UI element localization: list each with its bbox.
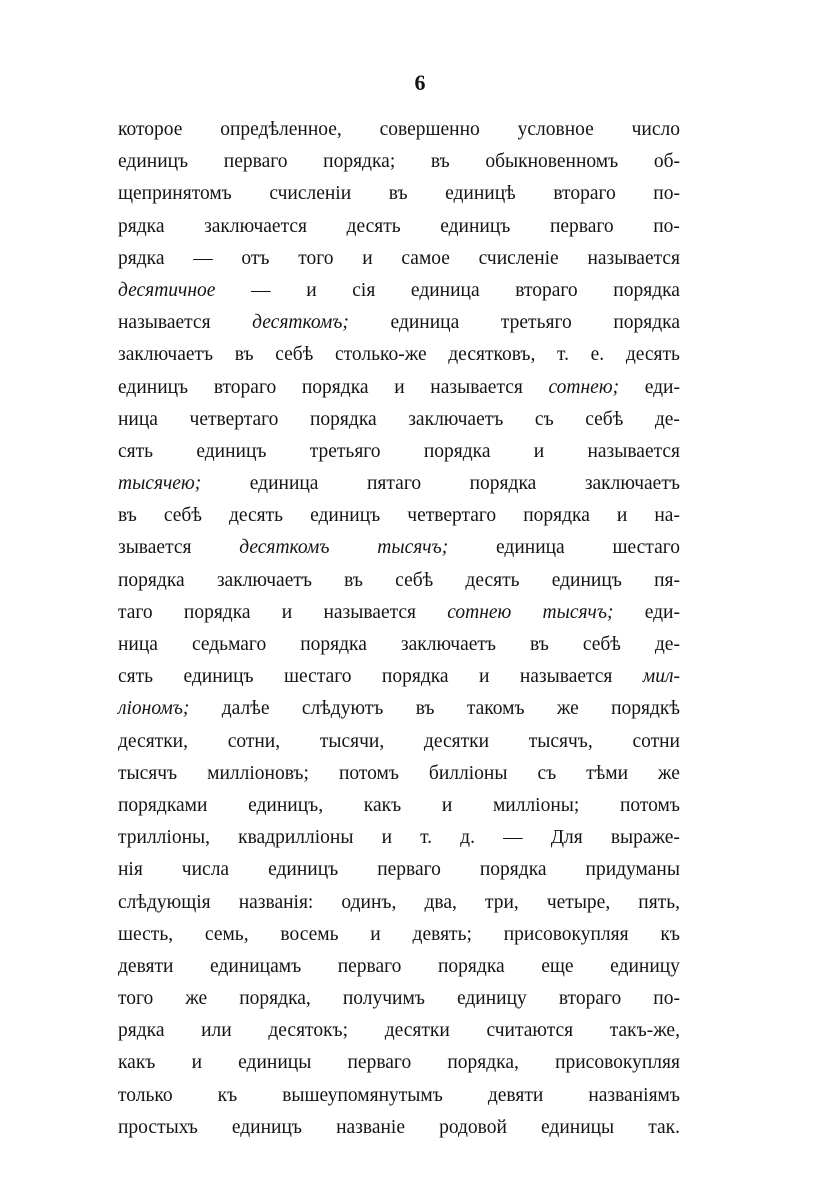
word: называется — [118, 312, 211, 334]
word: такомъ — [466, 698, 525, 720]
word: себѣ — [582, 634, 621, 655]
word: которое — [118, 119, 183, 140]
word: въ — [388, 183, 408, 205]
word: десять — [625, 344, 680, 366]
word: по- — [653, 988, 680, 1010]
word: слѣдующія — [118, 891, 211, 913]
text-line — [118, 372, 680, 404]
word: заключаетъ — [584, 473, 680, 495]
word: нія — [118, 859, 143, 881]
word: себѣ — [395, 569, 434, 591]
italic-word: десяткомъ — [239, 537, 330, 559]
word: себѣ — [585, 408, 624, 430]
word: д. — [460, 827, 475, 849]
italic-word: тысячъ; — [542, 601, 614, 623]
word: пять, — [638, 891, 680, 913]
word: зывается — [118, 537, 192, 559]
word: считаются — [486, 1020, 574, 1042]
text-line — [118, 919, 680, 951]
word: четыре, — [546, 891, 611, 913]
word: въ — [344, 569, 363, 591]
word: столько-же — [334, 344, 427, 366]
word: и — [191, 1052, 202, 1074]
word: втораго — [213, 376, 277, 398]
word: далѣе — [221, 698, 270, 720]
word: восемь — [280, 923, 339, 945]
text-line — [118, 243, 680, 275]
italic-word: сотнею — [447, 601, 512, 623]
word: придуманы — [585, 859, 680, 881]
word: или — [201, 1020, 232, 1042]
word: въ — [530, 634, 549, 655]
word: т. — [420, 827, 433, 849]
text-line — [118, 468, 680, 500]
word: десятки, — [118, 730, 188, 752]
word: трилліоны, — [118, 827, 210, 849]
word: милліоны; — [492, 794, 580, 816]
word: число — [631, 119, 680, 140]
word: тѣми — [586, 762, 629, 784]
word: присовокупляя — [555, 1052, 680, 1074]
word: счисленіи — [269, 183, 352, 205]
word: порядка — [438, 955, 505, 977]
word: Для — [550, 827, 583, 849]
word: въ — [234, 344, 254, 366]
word: четвертаго — [189, 408, 279, 430]
word: потомъ — [338, 762, 399, 784]
word: единицы — [541, 1116, 615, 1138]
word: числа — [181, 859, 230, 881]
word: единица — [390, 312, 460, 334]
word: присовокупляя — [503, 923, 629, 945]
word: — — [503, 827, 523, 849]
text-line — [118, 854, 680, 886]
word: по- — [653, 183, 680, 205]
italic-word: мил- — [642, 666, 680, 688]
word: порядка — [469, 473, 537, 495]
text-line — [118, 436, 680, 468]
word: сять — [118, 440, 154, 462]
word: родовой — [439, 1116, 507, 1138]
word: себѣ — [163, 505, 202, 527]
word: единица — [410, 279, 480, 301]
word: втораго — [553, 183, 616, 205]
text-line — [118, 500, 680, 532]
word: въ — [430, 151, 450, 173]
word: — — [251, 279, 271, 301]
text-line — [118, 275, 680, 307]
word: шесть, — [118, 923, 174, 945]
text-line — [118, 339, 680, 371]
word: и — [533, 440, 545, 462]
word: только — [118, 1084, 173, 1106]
word: же — [185, 988, 208, 1010]
word: шестаго — [612, 537, 680, 559]
word: порядка — [310, 408, 377, 430]
italic-word: тысячею; — [118, 473, 202, 495]
text-line — [118, 404, 680, 436]
italic-word: сотнею; — [548, 376, 620, 398]
word: семь, — [204, 923, 249, 945]
word: къ — [660, 923, 680, 945]
word: единицъ — [118, 376, 189, 398]
word: перваго — [337, 955, 402, 977]
word: пятаго — [367, 473, 422, 495]
word: десять — [465, 569, 520, 591]
word: перваго — [223, 151, 288, 173]
word: и — [394, 376, 405, 398]
text-line — [118, 1015, 680, 1047]
word: порядка — [613, 312, 680, 334]
word: перваго — [549, 215, 614, 237]
word: того — [298, 247, 334, 269]
word: об- — [653, 151, 680, 173]
word: еди- — [644, 376, 680, 398]
word: того — [118, 988, 154, 1010]
word: и — [306, 279, 317, 301]
word: вышеупомянутымъ — [282, 1084, 443, 1106]
word: билліоны — [428, 762, 508, 784]
word: въ — [118, 505, 137, 527]
word: названіямъ — [588, 1084, 680, 1106]
word: порядка — [300, 634, 367, 655]
text-line — [118, 887, 680, 919]
word: щепринятомъ — [118, 183, 232, 205]
word: единицъ — [310, 505, 381, 527]
word: называется — [587, 247, 680, 269]
word: къ — [217, 1084, 238, 1106]
word: съ — [537, 762, 557, 784]
word: единицѣ — [445, 183, 516, 205]
word: тысячъ — [118, 762, 178, 784]
text-line — [118, 661, 680, 693]
text-line — [118, 532, 680, 564]
word: ница — [118, 634, 158, 655]
word: два, — [424, 891, 457, 913]
word: совершенно — [379, 119, 480, 140]
word: рядка — [118, 1020, 165, 1042]
word: единицъ — [268, 859, 339, 881]
word: единицъ — [183, 666, 254, 688]
word: же — [556, 698, 579, 720]
word: единицъ — [196, 440, 267, 462]
word: же — [658, 762, 680, 784]
text-line — [118, 758, 680, 790]
text-line — [118, 597, 680, 629]
word: де- — [654, 634, 680, 655]
word: потомъ — [619, 794, 680, 816]
word: и — [479, 666, 490, 688]
word: сять — [118, 666, 154, 688]
word: милліоновъ; — [207, 762, 309, 784]
italic-word: тысячъ; — [377, 537, 449, 559]
word: седьмаго — [191, 634, 267, 655]
word: втораго — [515, 279, 578, 301]
word: десятки — [384, 1020, 450, 1042]
word: десять — [228, 505, 284, 527]
word: порядка — [301, 376, 369, 398]
text-line — [118, 146, 680, 178]
word: рядка — [118, 215, 165, 237]
word: втораго — [558, 988, 622, 1010]
italic-word: ліономъ; — [118, 698, 190, 720]
word: десятковъ, — [448, 344, 536, 366]
word: единица — [496, 537, 565, 559]
word: сотни, — [227, 730, 281, 752]
word: единица — [249, 473, 319, 495]
text-line — [118, 307, 680, 339]
word: шестаго — [284, 666, 352, 688]
word: и — [616, 505, 628, 527]
word: какъ — [363, 794, 402, 816]
word: простыхъ — [118, 1116, 198, 1138]
word: какъ — [118, 1052, 156, 1074]
word: и — [370, 923, 381, 945]
word: таго — [118, 601, 153, 623]
word: десятки — [423, 730, 490, 752]
word: ница — [118, 408, 158, 430]
word: единицу — [610, 955, 680, 977]
word: получимъ — [342, 988, 425, 1010]
word: единицъ, — [248, 794, 324, 816]
word: порядками — [118, 794, 208, 816]
text-line — [118, 693, 680, 725]
word: порядка — [183, 601, 251, 623]
word: порядка — [613, 279, 680, 301]
word: на- — [654, 505, 680, 527]
word: условное — [517, 119, 594, 140]
word: самое — [401, 247, 450, 269]
word: четвертаго — [407, 505, 497, 527]
text-line — [118, 565, 680, 597]
word: названія: — [238, 891, 314, 913]
word: сія — [352, 279, 376, 301]
word: порядка — [479, 859, 547, 881]
word: обыкновенномъ — [485, 151, 619, 173]
word: себѣ — [275, 344, 314, 366]
word: съ — [534, 408, 554, 430]
word: заключаетъ — [400, 634, 496, 655]
word: счисленіе — [478, 247, 559, 269]
word: выраже- — [610, 827, 680, 849]
word: сотни — [632, 730, 680, 752]
word: девять; — [412, 923, 472, 945]
text-line — [118, 822, 680, 854]
text-line — [118, 983, 680, 1015]
page-number: 6 — [414, 70, 426, 95]
text-line — [118, 211, 680, 243]
word: отъ — [241, 247, 270, 269]
word: называется — [323, 601, 416, 623]
text-line — [118, 726, 680, 758]
word: и — [381, 827, 393, 849]
word: называется — [587, 440, 680, 462]
word: порядка — [381, 666, 449, 688]
text-line — [118, 114, 680, 146]
word: третьяго — [500, 312, 572, 334]
word: пя- — [654, 569, 680, 591]
text-line — [118, 629, 680, 661]
word: три, — [484, 891, 519, 913]
word: еди- — [644, 601, 680, 623]
word: одинъ, — [341, 891, 397, 913]
word: заключается — [204, 215, 307, 237]
word: де- — [654, 408, 680, 430]
word: т. — [557, 344, 569, 366]
word: порядка — [118, 569, 185, 591]
word: такъ-же, — [609, 1020, 680, 1042]
word: по- — [653, 215, 680, 237]
word: названіе — [336, 1116, 405, 1138]
word: так. — [648, 1116, 680, 1138]
word: заключаетъ — [408, 408, 504, 430]
italic-word: десяткомъ; — [252, 312, 349, 334]
word: десять — [346, 215, 401, 237]
word: — — [193, 247, 213, 269]
word: заключаетъ — [118, 344, 214, 366]
word: называется — [430, 376, 523, 398]
word: девяти — [487, 1084, 544, 1106]
word: и — [362, 247, 373, 269]
text-line — [118, 1047, 680, 1079]
word: порядка; — [323, 151, 396, 173]
word: единицъ — [231, 1116, 303, 1138]
word: порядка — [423, 440, 491, 462]
word: перваго — [377, 859, 441, 881]
word: десятокъ; — [268, 1020, 349, 1042]
word: и — [441, 794, 453, 816]
text-line — [118, 1112, 680, 1144]
text-line — [118, 1080, 680, 1112]
word: е. — [590, 344, 605, 366]
word: порядка, — [239, 988, 311, 1010]
word: третьяго — [309, 440, 381, 462]
word: квадрилліоны — [238, 827, 354, 849]
word: и — [281, 601, 293, 623]
word: девяти — [118, 955, 174, 977]
word: называется — [519, 666, 613, 688]
word: заключаетъ — [216, 569, 312, 591]
word: слѣдуютъ — [301, 698, 384, 720]
text-line — [118, 790, 680, 822]
word: опредѣленное, — [220, 119, 342, 140]
italic-word: десятичное — [118, 279, 216, 301]
word: порядка, — [447, 1052, 519, 1074]
word: тысячи, — [319, 730, 385, 752]
word: единицамъ — [210, 955, 302, 977]
text-line — [118, 178, 680, 210]
word: единицъ — [440, 215, 511, 237]
word: еще — [541, 955, 574, 977]
word: рядка — [118, 247, 165, 269]
word: единицу — [456, 988, 527, 1010]
word: тысячъ, — [528, 730, 593, 752]
word: единицы — [238, 1052, 312, 1074]
word: въ — [415, 698, 435, 720]
word: порядкѣ — [611, 698, 680, 720]
word: порядка — [523, 505, 590, 527]
word: перваго — [347, 1052, 412, 1074]
word: единицъ — [551, 569, 622, 591]
word: единицъ — [118, 151, 189, 173]
text-line — [118, 951, 680, 983]
body-text — [118, 114, 680, 1144]
